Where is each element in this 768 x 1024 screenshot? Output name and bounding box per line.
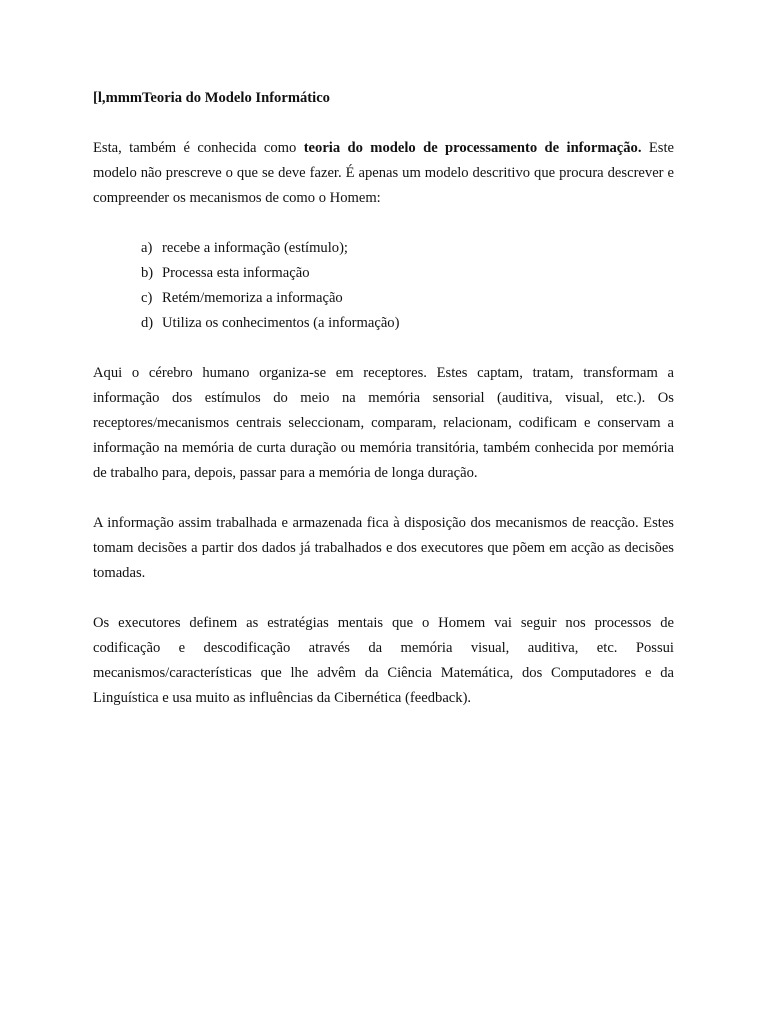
list-marker: c) <box>141 290 153 306</box>
receptors-paragraph: Aqui o cérebro humano organiza-se em receptores. Estes captam, tratam, transformam a informação dos estímulos do meio na memória sensorial (auditiva, visual, etc.). Os receptores/mecanismos centrais seleccionam, comparam, relacionam, codificam e conservam a informação na memória de curta duração ou memória transitória, também conhecida por memória de trabalho para, depois, passar para a memória de longa duração. <box>93 365 674 481</box>
list-item-text: Retém/memoriza a informação <box>162 290 343 306</box>
list-item <box>141 311 674 336</box>
list-item-text: Processa esta informação <box>162 265 310 281</box>
document-title: [l,mmmTeoria do Modelo Informático <box>93 90 330 106</box>
list-marker: b) <box>141 265 154 281</box>
list-item-text: recebe a informação (estímulo); <box>162 240 348 256</box>
reaction-paragraph: A informação assim trabalhada e armazenada fica à disposição dos mecanismos de reacção. Estes tomam decisões a partir dos dados já trabalhados e dos executores que põem em acção as decisões tomadas. <box>93 515 674 581</box>
intro-text-start: Esta, também é conhecida como <box>93 140 304 156</box>
list-item <box>141 261 674 286</box>
list-marker: d) <box>141 315 154 331</box>
document-page <box>93 86 674 736</box>
list-marker: a) <box>141 240 153 256</box>
intro-paragraph <box>93 136 674 211</box>
executors-paragraph: Os executores definem as estratégias mentais que o Homem vai seguir nos processos de codificação e descodificação através da memória visual, auditiva, etc. Possui mecanismos/características que lhe advêm da Ciência Matemática, dos Computadores e da Linguística e usa muito as influências da Cibernética (feedback). <box>93 615 674 706</box>
list-item-text: Utiliza os conhecimentos (a informação) <box>162 315 400 331</box>
list-item <box>141 286 674 311</box>
list-item <box>141 236 674 261</box>
process-list <box>93 236 674 336</box>
intro-text-end: Este modelo não prescreve o que se deve fazer. É apenas um modelo descritivo que procura descrever e compreender os mecanismos de como o Homem: <box>93 140 674 206</box>
intro-bold-term: teoria do modelo de processamento de informação. <box>303 140 642 156</box>
